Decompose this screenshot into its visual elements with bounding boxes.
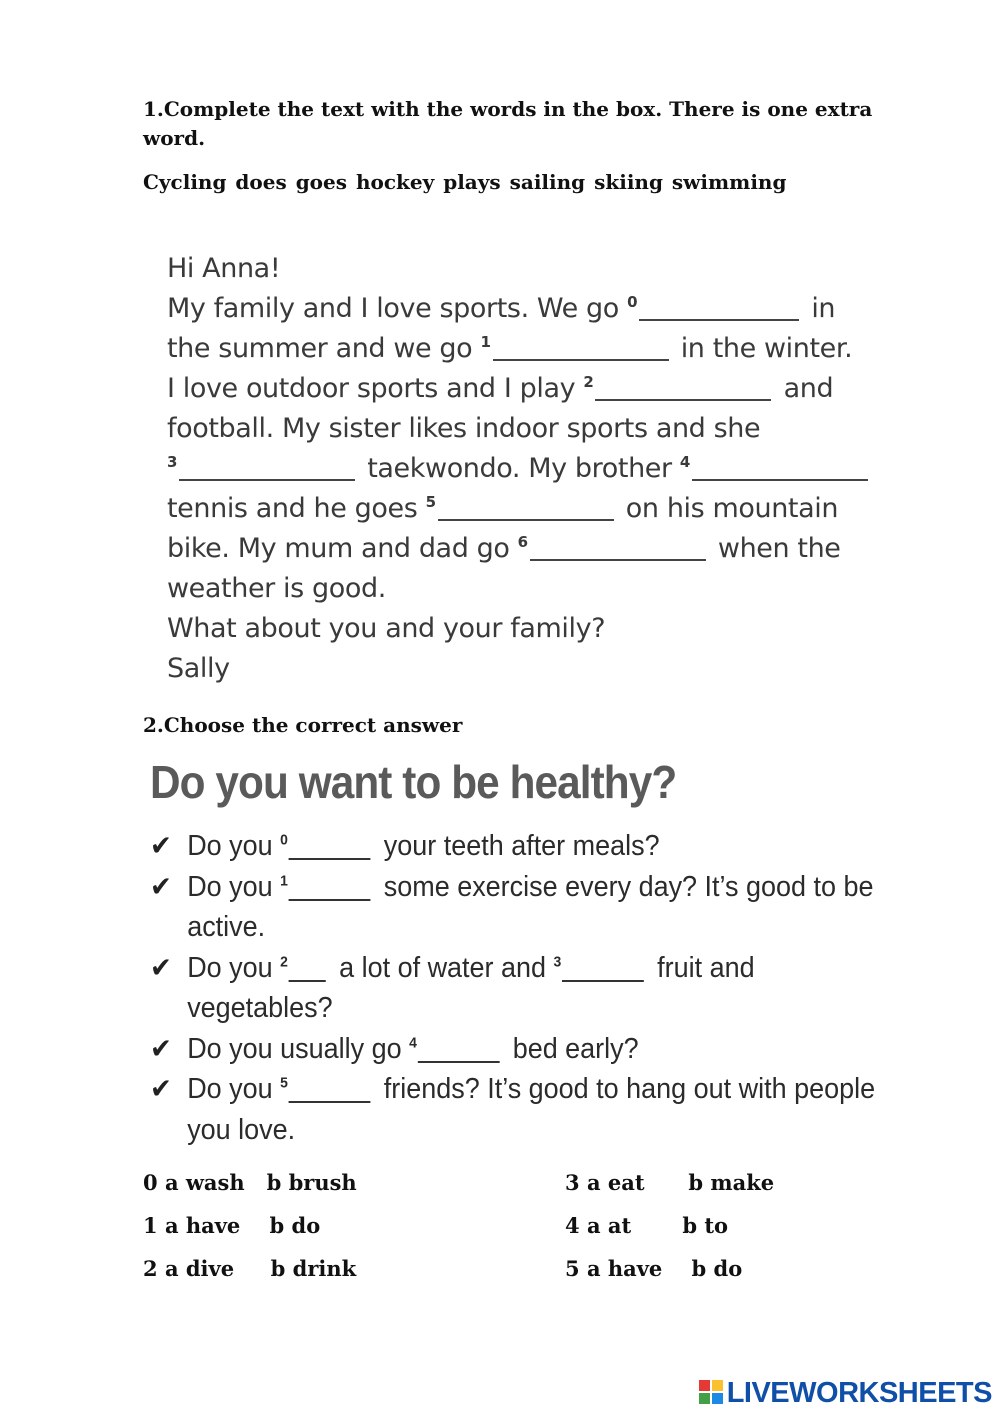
option-3-b[interactable]: b make (688, 1170, 775, 1195)
word-skiing: skiing (594, 170, 663, 194)
letter-line-1: My family and I love sports. We go $^0$ in (167, 293, 836, 324)
option-2-b[interactable]: b drink (270, 1256, 357, 1281)
letter-line-4: football. My sister likes indoor sports and she (167, 413, 761, 444)
word-swimming: swimming (671, 170, 787, 194)
option-0-b[interactable]: b brush (266, 1170, 357, 1195)
letter-line-2: the summer and we go $^1$ in the winter. (167, 333, 853, 364)
checkmark-icon: ✔ (150, 951, 172, 983)
option-3-a[interactable]: a eat (586, 1170, 645, 1195)
checkmark-icon: ✔ (150, 1032, 172, 1064)
liveworksheets-logo[interactable] (699, 1377, 992, 1409)
word-cycling: Cycling (143, 170, 227, 194)
question-blank-3[interactable] (562, 954, 644, 982)
question-0: ✔ Do you $^0$ your teeth after meals? (150, 826, 950, 867)
question-4: ✔ Do you usually go $^4$ bed early? (150, 1029, 950, 1070)
question-blank-0[interactable] (289, 832, 371, 860)
option-row-2: 2 a dive b drink (143, 1256, 357, 1281)
option-4-a[interactable]: a at (586, 1213, 632, 1238)
word-sailing: sailing (509, 170, 586, 194)
letter-line-5: $^3$ taekwondo. My brother $^4$ (167, 449, 917, 489)
option-4-b[interactable]: b to (682, 1213, 729, 1238)
question-2: ✔ Do you $^2$ a lot of water and $^3$ fruit and vegetables? (150, 948, 950, 1029)
question-blank-1[interactable] (289, 873, 371, 901)
option-row-3: 3 a eat b make (565, 1170, 775, 1195)
gap-number-1: 1 (280, 871, 288, 889)
option-1-b[interactable]: b do (269, 1213, 321, 1238)
letter-line-9: What about you and your family? (167, 613, 606, 644)
gap-number-4: 4 (679, 453, 690, 471)
checkmark-icon: ✔ (150, 830, 172, 861)
letter-line-3: I love outdoor sports and I play $^2$ and (167, 373, 834, 404)
letter-greeting: Hi Anna! (167, 253, 281, 284)
gap-number-2: 2 (280, 952, 288, 970)
question-5: ✔ Do you $^5$ friends? It’s good to hang out with people you love. (150, 1069, 950, 1150)
word-plays: plays (443, 170, 501, 194)
checkmark-icon: ✔ (150, 870, 172, 902)
gap-number-0: 0 (280, 831, 288, 849)
question-list (150, 826, 920, 1150)
word-does: does (235, 170, 287, 194)
exercise-2-title: 2.Choose the correct answer (143, 713, 463, 737)
letter-line-6: tennis and he goes $^5$ on his mountain (167, 493, 839, 524)
option-row-5: 5 a have b do (565, 1256, 743, 1281)
gap-number-2: 2 (583, 373, 594, 391)
option-5-b[interactable]: b do (691, 1256, 743, 1281)
question-1: ✔ Do you $^1$ some exercise every day? It’s good to be active. (150, 867, 950, 948)
gap-number-5: 5 (425, 493, 436, 511)
answer-blank-4[interactable] (692, 451, 868, 481)
gap-number-3: 3 (553, 952, 562, 970)
gap-number-5: 5 (280, 1074, 288, 1092)
answer-blank-3[interactable] (179, 451, 355, 481)
question-blank-5[interactable] (289, 1075, 371, 1103)
option-0-a[interactable]: a wash (164, 1170, 245, 1195)
healthy-heading: Do you want to be healthy? (150, 756, 677, 808)
option-5-a[interactable]: a have (586, 1256, 663, 1281)
liveworksheets-icon (699, 1380, 725, 1406)
option-1-a[interactable]: a have (164, 1213, 241, 1238)
gap-number-3: 3 (167, 453, 178, 471)
exercise-1-title: 1.Complete the text with the words in the box. There is one extra word. (143, 97, 873, 150)
gap-number-0: 0 (627, 293, 638, 311)
option-2-a[interactable]: a dive (164, 1256, 235, 1281)
option-row-4: 4 a at b to (565, 1213, 729, 1238)
answer-blank-2[interactable] (595, 371, 771, 401)
letter-line-7: bike. My mum and dad go $^6$ when the (167, 533, 841, 564)
brand-name: LIVEWORKSHEETS (726, 1376, 992, 1409)
answer-blank-6[interactable] (530, 531, 706, 561)
answer-blank-5[interactable] (438, 491, 614, 521)
gap-number-4: 4 (409, 1033, 417, 1051)
question-blank-2[interactable] (289, 954, 326, 982)
word-hockey: hockey (355, 170, 435, 194)
answer-blank-1[interactable] (493, 331, 669, 361)
option-row-1: 1 a have b do (143, 1213, 321, 1238)
gap-number-1: 1 (480, 333, 491, 351)
word-box (143, 168, 906, 197)
answer-blank-0[interactable] (639, 291, 799, 321)
word-goes: goes (295, 170, 347, 194)
gap-number-6: 6 (517, 533, 528, 551)
checkmark-icon: ✔ (150, 1073, 172, 1104)
option-row-0: 0 a wash b brush (143, 1170, 357, 1195)
letter-text (167, 249, 917, 689)
letter-signature: Sally (167, 653, 230, 684)
letter-line-8: weather is good. (167, 573, 386, 604)
question-blank-4[interactable] (418, 1035, 500, 1063)
